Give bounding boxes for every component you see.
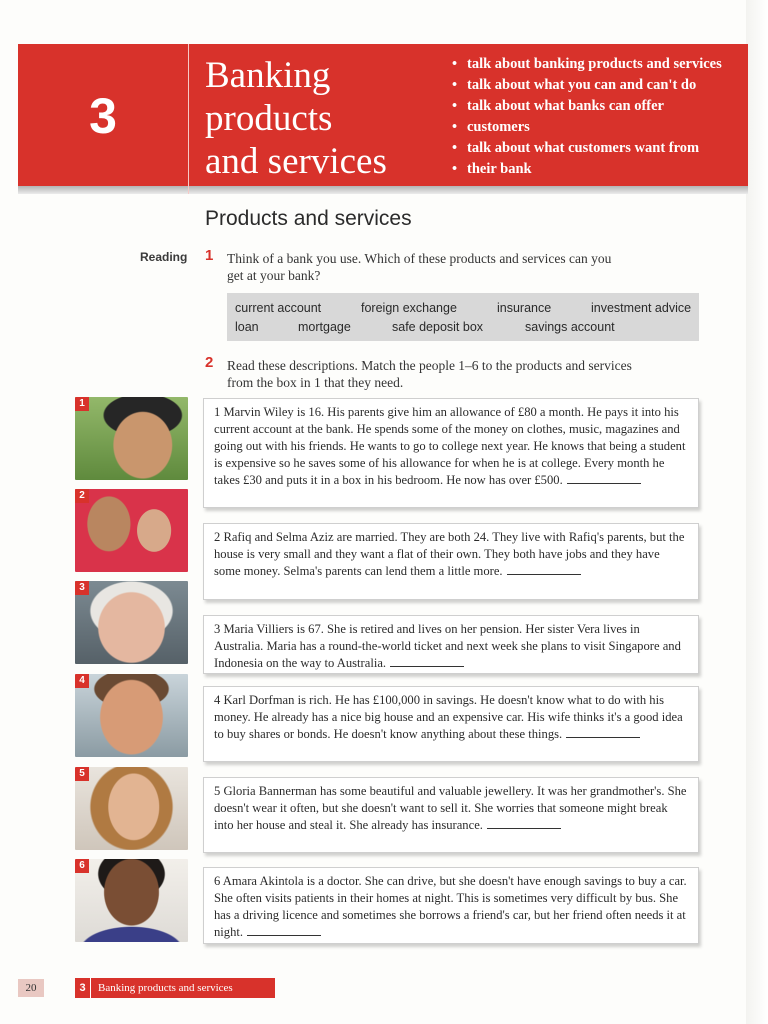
answer-blank[interactable]: [487, 818, 561, 829]
description-card-4: [203, 686, 699, 762]
exercise-2-instruction-line-1: Read these descriptions. Match the people 1–6 to the products and services: [227, 358, 632, 373]
page-number: 20: [18, 979, 44, 997]
exercise-1-instruction-line-2: get at your bank?: [227, 268, 321, 283]
objective-1: • talk about banking products and services: [452, 54, 752, 75]
objective-3-continuation: customers: [467, 119, 530, 135]
photo-number-badge: 5: [75, 767, 89, 781]
word-foreign-exchange: foreign exchange: [361, 301, 457, 315]
description-card-5: [203, 777, 699, 853]
description-text: 4 Karl Dorfman is rich. He has £100,000 in savings. He doesn't know what to do with his money. He already has a nice big house and an expensive car. His wife thinks it's a good idea to buy shares or bonds. He doesn't know anything about these things.: [214, 693, 683, 741]
answer-blank[interactable]: [390, 656, 464, 667]
objective-3-cont: [452, 117, 752, 138]
description-text: 3 Maria Villiers is 67. She is retired and lives on her pension. Her sister Vera lives in Australia. Maria has a round-the-world ticket and next week she plans to visit Singapore and Indonesia on the way to Australia.: [214, 622, 681, 670]
person-photo-2: [75, 489, 188, 572]
word-investment-advice: investment advice: [591, 301, 692, 315]
section-title: Products and services: [205, 207, 412, 230]
person-photo-6: [75, 859, 188, 942]
description-card-2: [203, 523, 699, 600]
answer-blank[interactable]: [247, 925, 321, 936]
exercise-2-instruction-line-2: from the box in 1 that they need.: [227, 375, 404, 390]
word-current-account: current account: [235, 301, 322, 315]
photo-number-badge: 3: [75, 581, 89, 595]
person-photo-1: [75, 397, 188, 480]
description-card-6: [203, 867, 699, 944]
description-text: 2 Rafiq and Selma Aziz are married. They are both 24. They live with Rafiq's parents, but the house is very small and they want a flat of their own. They both have jobs and they have some money. Selma's parents can lend them a little more.: [214, 530, 685, 578]
photo-number-badge: 6: [75, 859, 89, 873]
description-card-1: [203, 398, 699, 508]
answer-blank[interactable]: [507, 564, 581, 575]
photo-number-badge: 2: [75, 489, 89, 503]
person-photo-3: [75, 581, 188, 664]
reading-label: Reading: [140, 250, 188, 264]
description-text: 6 Amara Akintola is a doctor. She can drive, but she doesn't have enough savings to buy a car. She often visits patients in their homes at night. This is sometimes very difficult by bus. She has a driving licence and sometimes she borrows a friend's car, but her friend often needs it at night.: [214, 874, 687, 939]
word-safe-deposit-box: safe deposit box: [392, 320, 484, 334]
answer-blank[interactable]: [566, 727, 640, 738]
person-photo-4: [75, 674, 188, 757]
word-mortgage: mortgage: [298, 320, 351, 334]
objective-4-continuation: their bank: [467, 161, 532, 177]
exercise-1-instruction-line-1: Think of a bank you use. Which of these products and services can you: [227, 251, 612, 266]
unit-title-line-3: and services: [205, 141, 387, 182]
exercise-2-number: 2: [205, 354, 214, 371]
unit-number: 3: [89, 88, 117, 144]
word-loan: loan: [235, 320, 259, 334]
answer-blank[interactable]: [567, 473, 641, 484]
footer-unit-number: 3: [75, 978, 91, 998]
description-text: 1 Marvin Wiley is 16. His parents give him an allowance of £80 a month. He pays it into his current account at the bank. He spends some of the money on clothes, music, magazines and going out with his friends. He wants to go to college next year. He knows that being a student is expensive so he saves some of his allowance for when he is at college. Every month he takes £30 and puts it in a box in his bedroom. He now has over £500.: [214, 405, 686, 487]
person-photo-5: [75, 767, 188, 850]
footer-unit-tag: [75, 978, 275, 998]
photo-number-badge: 4: [75, 674, 89, 688]
unit-title-line-1: Banking: [205, 55, 331, 96]
word-box: [227, 293, 699, 341]
word-savings-account: savings account: [525, 320, 615, 334]
banner-divider: [188, 44, 189, 194]
objective-2: • talk about what you can and can't do: [452, 75, 752, 96]
objective-3: • talk about what banks can offer: [452, 96, 752, 117]
unit-title: [205, 54, 387, 183]
unit-objectives: [452, 54, 752, 180]
word-insurance: insurance: [497, 301, 552, 315]
objective-4-cont: [452, 159, 752, 180]
unit-title-line-2: products: [205, 98, 333, 139]
description-card-3: [203, 615, 699, 674]
exercise-1-number: 1: [205, 247, 214, 264]
photo-number-badge: 1: [75, 397, 89, 411]
objective-4: • talk about what customers want from: [452, 138, 752, 159]
footer-unit-title: Banking products and services: [98, 982, 233, 994]
description-text: 5 Gloria Bannerman has some beautiful and valuable jewellery. It was her grandmother's. She doesn't wear it often, but she doesn't want to sell it. She worries that someone might break into her house and steal it. She already has insurance.: [214, 784, 687, 832]
